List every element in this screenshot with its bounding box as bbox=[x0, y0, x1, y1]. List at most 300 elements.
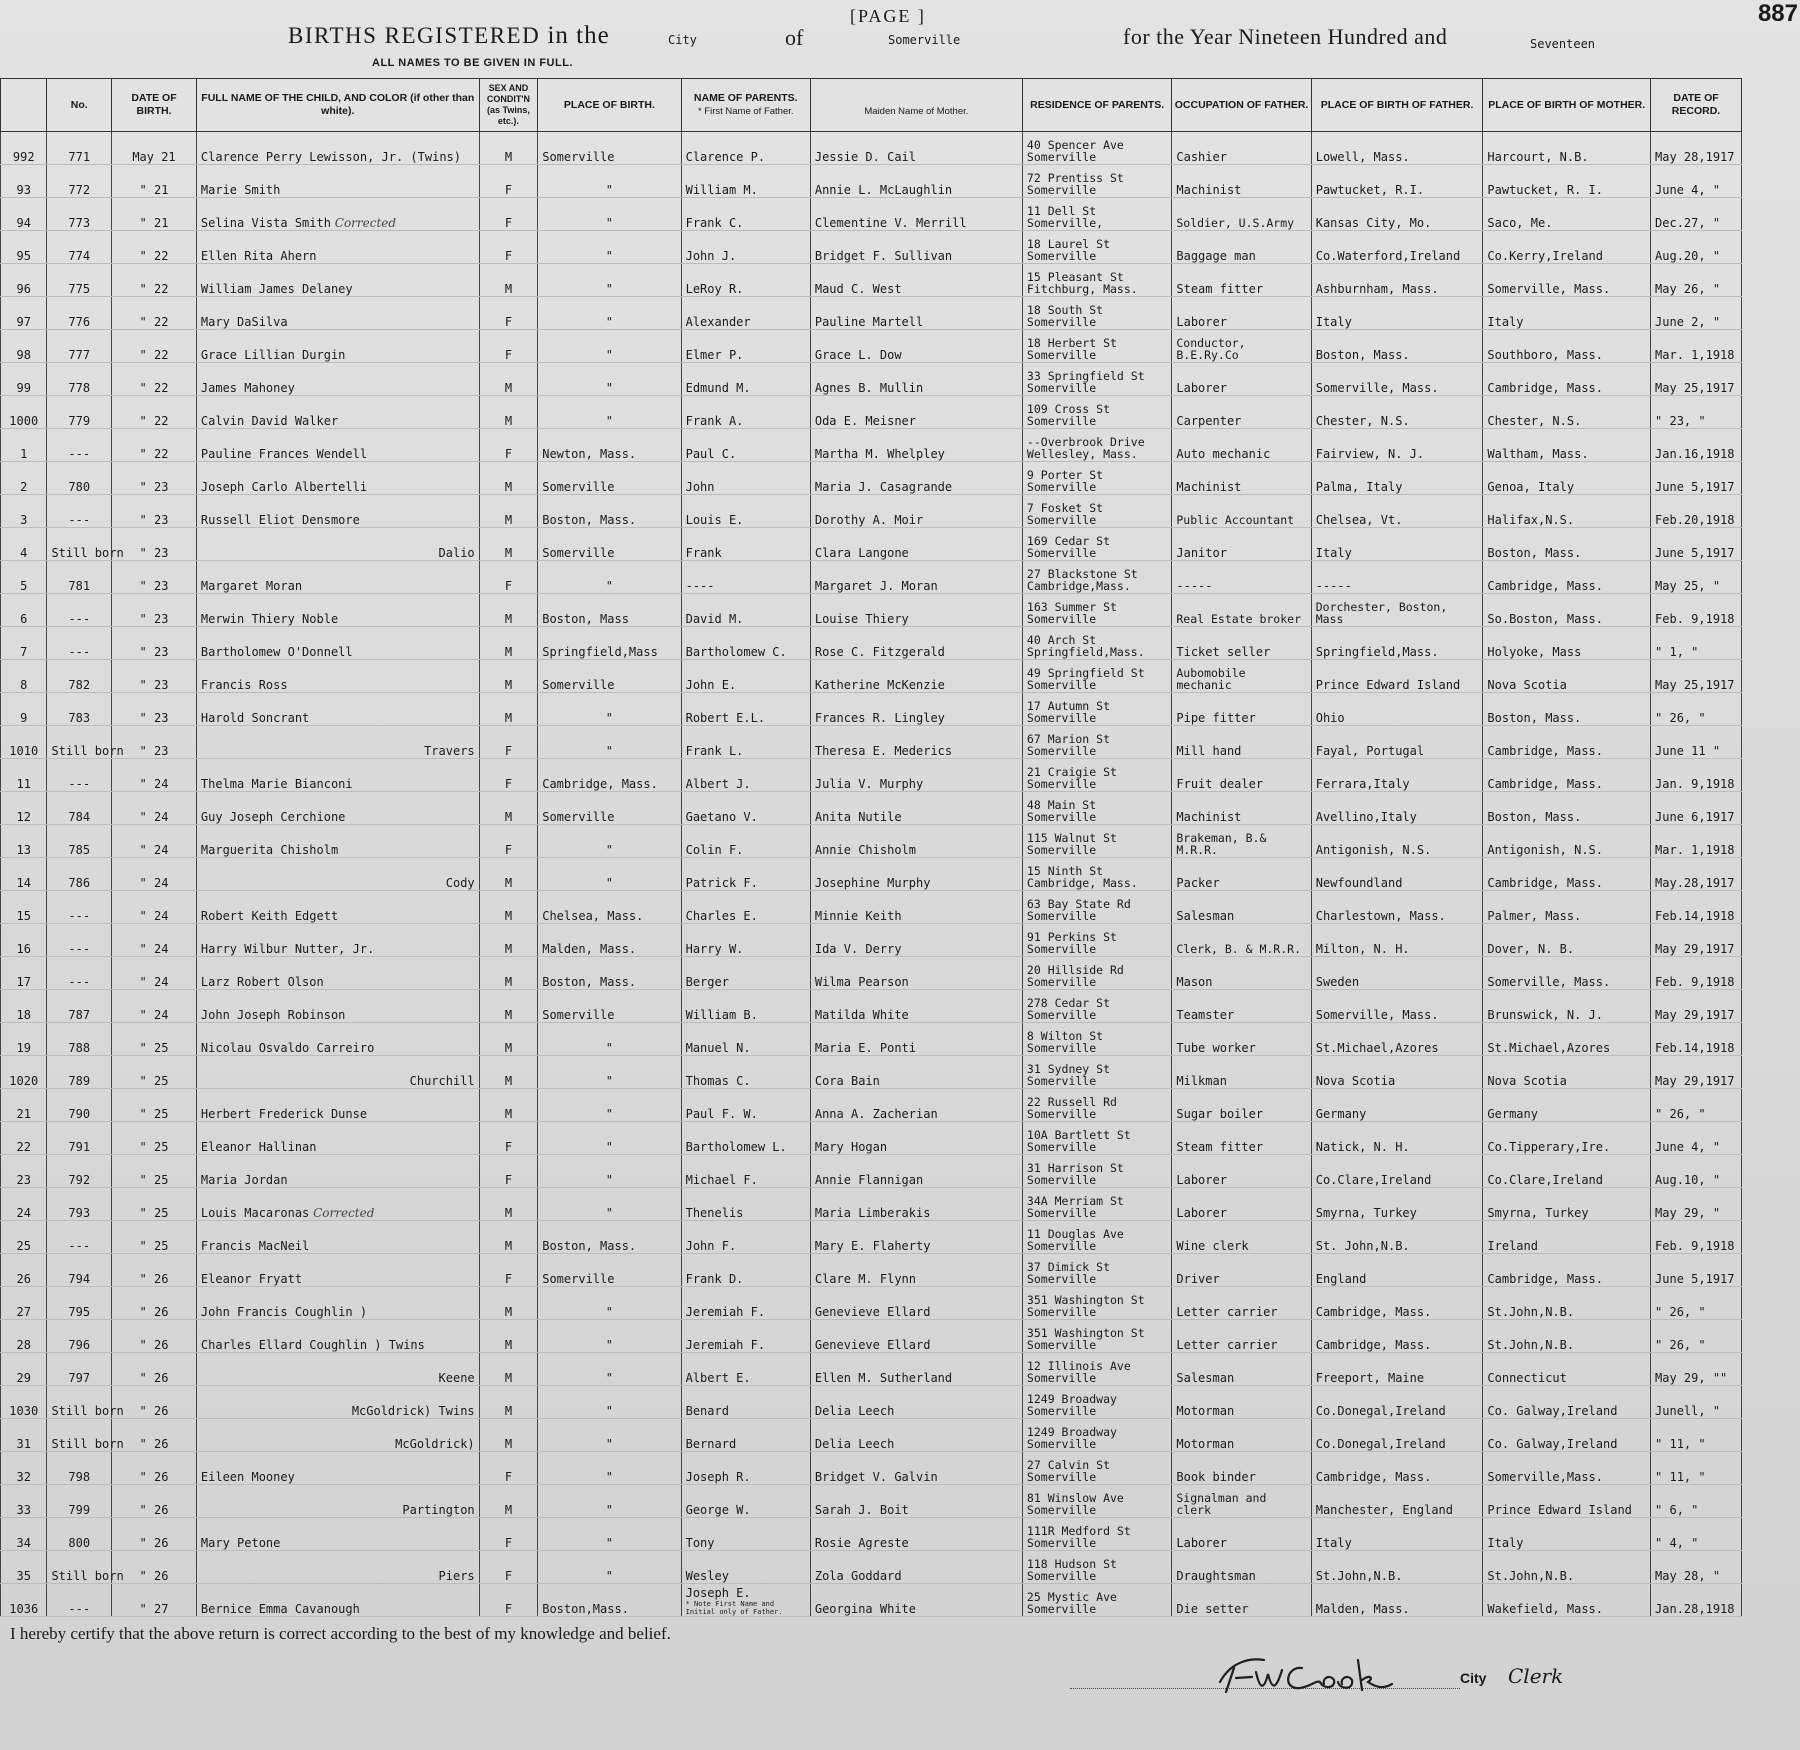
row-sex: F bbox=[479, 198, 538, 231]
residence-line-1: 49 Springfield St bbox=[1026, 666, 1145, 680]
child-name-text: Travers bbox=[424, 744, 475, 758]
subtitle: ALL NAMES TO BE GIVEN IN FULL. bbox=[372, 57, 573, 69]
row-father-birthplace: Springfield,Mass. bbox=[1311, 627, 1483, 660]
row-mother-birthplace: St.John,N.B. bbox=[1483, 1551, 1651, 1584]
row-mother-name: Georgina White bbox=[810, 1584, 1022, 1617]
row-father-birthplace: Antigonish, N.S. bbox=[1311, 825, 1483, 858]
child-name-text: Nicolau Osvaldo Carreiro bbox=[200, 1041, 375, 1055]
child-name-text: Guy Joseph Cerchione bbox=[200, 810, 346, 824]
row-father-birthplace: St. John,N.B. bbox=[1311, 1221, 1483, 1254]
row-date-of-birth: " 26 bbox=[112, 1320, 197, 1353]
residence-line-1: 17 Autumn St bbox=[1026, 699, 1111, 713]
table-row bbox=[1, 627, 1742, 660]
row-father-name: Bernard bbox=[681, 1419, 810, 1452]
row-father-birthplace: Co.Waterford,Ireland bbox=[1311, 231, 1483, 264]
child-name-text: Margaret Moran bbox=[200, 579, 303, 593]
row-mother-birthplace: Italy bbox=[1483, 1518, 1651, 1551]
row-mother-birthplace: Waltham, Mass. bbox=[1483, 429, 1651, 462]
row-residence bbox=[1022, 792, 1171, 825]
row-sex: M bbox=[479, 528, 538, 561]
residence-line-2: Wellesley, Mass. bbox=[1026, 447, 1138, 461]
row-margin-number: 29 bbox=[1, 1353, 47, 1386]
row-father-birthplace: Italy bbox=[1311, 1518, 1483, 1551]
row-number: 797 bbox=[47, 1353, 112, 1386]
row-margin-number: 24 bbox=[1, 1188, 47, 1221]
child-name-text: Eleanor Fryatt bbox=[200, 1272, 303, 1286]
row-father-birthplace: St.John,N.B. bbox=[1311, 1551, 1483, 1584]
row-father-name: Joseph R. bbox=[681, 1452, 810, 1485]
row-mother-name: Rose C. Fitzgerald bbox=[810, 627, 1022, 660]
child-name-text: Pauline Frances Wendell bbox=[200, 447, 368, 461]
row-place-of-birth: " bbox=[538, 1419, 681, 1452]
row-child-name bbox=[196, 1518, 479, 1551]
row-mother-name: Matilda White bbox=[810, 990, 1022, 1023]
residence-line-2: Somerville bbox=[1026, 1041, 1097, 1055]
row-sex: M bbox=[479, 1386, 538, 1419]
row-child-name bbox=[196, 924, 479, 957]
row-date-of-record: Jan. 9,1918 bbox=[1651, 759, 1742, 792]
row-place-of-birth: Somerville bbox=[538, 462, 681, 495]
child-name-text: Mary DaSilva bbox=[200, 315, 288, 329]
residence-line-1: 25 Mystic Ave bbox=[1026, 1590, 1117, 1604]
row-number: --- bbox=[47, 891, 112, 924]
residence-line-2: Somerville bbox=[1026, 1569, 1097, 1583]
row-sex: F bbox=[479, 1518, 538, 1551]
row-date-of-record: May 25,1917 bbox=[1651, 363, 1742, 396]
child-name-note: Twins bbox=[431, 1404, 475, 1418]
row-father-name: Harry W. bbox=[681, 924, 810, 957]
row-father-name: Thenelis bbox=[681, 1188, 810, 1221]
row-father-name: Elmer P. bbox=[681, 330, 810, 363]
row-number: 778 bbox=[47, 363, 112, 396]
residence-line-1: 163 Summer St bbox=[1026, 600, 1117, 614]
row-child-name bbox=[196, 660, 479, 693]
row-date-of-birth: " 24 bbox=[112, 891, 197, 924]
residence-line-1: --Overbrook Drive bbox=[1026, 435, 1145, 449]
row-mother-name: Jessie D. Cail bbox=[810, 132, 1022, 165]
table-row bbox=[1, 825, 1742, 858]
row-occupation: Machinist bbox=[1172, 792, 1311, 825]
row-residence bbox=[1022, 858, 1171, 891]
table-row bbox=[1, 660, 1742, 693]
row-sex: M bbox=[479, 1056, 538, 1089]
child-name-text: Russell Eliot Densmore bbox=[200, 513, 360, 527]
row-date-of-record: Feb.20,1918 bbox=[1651, 495, 1742, 528]
row-date-of-record: Junell, " bbox=[1651, 1386, 1742, 1419]
row-father-birthplace: Pawtucket, R.I. bbox=[1311, 165, 1483, 198]
row-date-of-record: " 26, " bbox=[1651, 1287, 1742, 1320]
row-sex: F bbox=[479, 1452, 538, 1485]
residence-line-1: 278 Cedar St bbox=[1026, 996, 1111, 1010]
row-date-of-birth: " 23 bbox=[112, 726, 197, 759]
row-margin-number: 32 bbox=[1, 1452, 47, 1485]
table-row bbox=[1, 528, 1742, 561]
table-row bbox=[1, 1485, 1742, 1518]
residence-line-1: 115 Walnut St bbox=[1026, 831, 1117, 845]
row-occupation: Mason bbox=[1172, 957, 1311, 990]
row-place-of-birth: " bbox=[538, 1518, 681, 1551]
row-number: --- bbox=[47, 495, 112, 528]
row-date-of-birth: " 26 bbox=[112, 1254, 197, 1287]
child-name-note: ) bbox=[352, 1305, 368, 1319]
row-residence bbox=[1022, 1023, 1171, 1056]
child-name-text: Larz Robert Olson bbox=[200, 975, 324, 989]
child-name-text: Bernice Emma Cavanough bbox=[200, 1602, 360, 1616]
child-name-text: Cody bbox=[445, 876, 475, 890]
child-name-text: James Mahoney bbox=[200, 381, 295, 395]
residence-line-2: Somerville bbox=[1026, 1437, 1097, 1451]
row-number: --- bbox=[47, 759, 112, 792]
table-row bbox=[1, 1452, 1742, 1485]
row-margin-number: 1020 bbox=[1, 1056, 47, 1089]
row-occupation: Steam fitter bbox=[1172, 1122, 1311, 1155]
row-date-of-birth: " 25 bbox=[112, 1089, 197, 1122]
row-place-of-birth: " bbox=[538, 297, 681, 330]
row-child-name bbox=[196, 132, 479, 165]
row-father-name: Tony bbox=[681, 1518, 810, 1551]
row-father-name: David M. bbox=[681, 594, 810, 627]
row-date-of-birth: " 23 bbox=[112, 627, 197, 660]
row-residence bbox=[1022, 561, 1171, 594]
residence-line-2: Somerville bbox=[1026, 843, 1097, 857]
residence-line-2: Somerville bbox=[1026, 975, 1097, 989]
row-father-birthplace: Italy bbox=[1311, 297, 1483, 330]
row-occupation: Fruit dealer bbox=[1172, 759, 1311, 792]
row-child-name bbox=[196, 825, 479, 858]
row-residence bbox=[1022, 594, 1171, 627]
child-name-text: William James Delaney bbox=[200, 282, 353, 296]
col-mother bbox=[810, 79, 1022, 132]
row-residence bbox=[1022, 231, 1171, 264]
row-date-of-record: " 11, " bbox=[1651, 1452, 1742, 1485]
row-child-name bbox=[196, 693, 479, 726]
residence-line-2: Somerville bbox=[1026, 1404, 1097, 1418]
row-mother-name: Katherine McKenzie bbox=[810, 660, 1022, 693]
row-occupation: Laborer bbox=[1172, 297, 1311, 330]
row-residence bbox=[1022, 726, 1171, 759]
row-father-birthplace: Chester, N.S. bbox=[1311, 396, 1483, 429]
row-number: 774 bbox=[47, 231, 112, 264]
row-date-of-record: Dec.27, " bbox=[1651, 198, 1742, 231]
row-date-of-record: May.28,1917 bbox=[1651, 858, 1742, 891]
row-date-of-birth: " 22 bbox=[112, 297, 197, 330]
residence-line-2: Somerville bbox=[1026, 315, 1097, 329]
row-sex: F bbox=[479, 330, 538, 363]
residence-line-1: 31 Sydney St bbox=[1026, 1062, 1111, 1076]
col-name-of-parents: NAME OF PARENTS. bbox=[693, 92, 798, 104]
row-residence bbox=[1022, 1485, 1171, 1518]
row-occupation: Pipe fitter bbox=[1172, 693, 1311, 726]
row-residence bbox=[1022, 693, 1171, 726]
row-date-of-birth: " 26 bbox=[112, 1452, 197, 1485]
row-date-of-record: " 1, " bbox=[1651, 627, 1742, 660]
residence-line-1: 18 Laurel St bbox=[1026, 237, 1111, 251]
row-father-birthplace: Italy bbox=[1311, 528, 1483, 561]
row-mother-birthplace: Somerville, Mass. bbox=[1483, 957, 1651, 990]
row-residence bbox=[1022, 1155, 1171, 1188]
row-place-of-birth: " bbox=[538, 1188, 681, 1221]
child-name-text: Harry Wilbur Nutter, Jr. bbox=[200, 942, 375, 956]
row-date-of-record: Feb.14,1918 bbox=[1651, 891, 1742, 924]
child-name-text: McGoldrick) bbox=[351, 1404, 432, 1418]
row-mother-name: Mary E. Flaherty bbox=[810, 1221, 1022, 1254]
row-date-of-birth: " 24 bbox=[112, 957, 197, 990]
row-mother-birthplace: Smyrna, Turkey bbox=[1483, 1188, 1651, 1221]
row-mother-birthplace: Dover, N. B. bbox=[1483, 924, 1651, 957]
row-residence bbox=[1022, 1551, 1171, 1584]
residence-line-1: 40 Arch St bbox=[1026, 633, 1097, 647]
row-place-of-birth: " bbox=[538, 1551, 681, 1584]
row-date-of-birth: " 26 bbox=[112, 1419, 197, 1452]
row-place-of-birth: Somerville bbox=[538, 990, 681, 1023]
header-row bbox=[1, 79, 1742, 132]
row-date-of-record: June 6,1917 bbox=[1651, 792, 1742, 825]
row-occupation: Packer bbox=[1172, 858, 1311, 891]
row-child-name bbox=[196, 1089, 479, 1122]
row-father-birthplace: Freeport, Maine bbox=[1311, 1353, 1483, 1386]
residence-line-1: 27 Calvin St bbox=[1026, 1458, 1111, 1472]
row-mother-name: Josephine Murphy bbox=[810, 858, 1022, 891]
row-father-name: ---- bbox=[681, 561, 810, 594]
residence-line-1: 48 Main St bbox=[1026, 798, 1097, 812]
row-father-name: Bartholomew L. bbox=[681, 1122, 810, 1155]
year-value: Seventeen bbox=[1530, 37, 1596, 51]
row-mother-birthplace: Wakefield, Mass. bbox=[1483, 1584, 1651, 1617]
row-date-of-birth: " 23 bbox=[112, 594, 197, 627]
row-child-name bbox=[196, 957, 479, 990]
row-date-of-birth: " 22 bbox=[112, 264, 197, 297]
child-name-text: Calvin David Walker bbox=[200, 414, 339, 428]
row-sex: M bbox=[479, 792, 538, 825]
row-margin-number: 1000 bbox=[1, 396, 47, 429]
row-number: 796 bbox=[47, 1320, 112, 1353]
residence-line-2: Somerville bbox=[1026, 711, 1097, 725]
row-place-of-birth: Boston, Mass. bbox=[538, 495, 681, 528]
row-mother-name: Maria E. Ponti bbox=[810, 1023, 1022, 1056]
row-place-of-birth: " bbox=[538, 1023, 681, 1056]
row-mother-name: Anna A. Zacherian bbox=[810, 1089, 1022, 1122]
residence-line-1: 8 Wilton St bbox=[1026, 1029, 1104, 1043]
row-mother-name: Dorothy A. Moir bbox=[810, 495, 1022, 528]
child-name-text: Marguerita Chisholm bbox=[200, 843, 339, 857]
row-occupation: Machinist bbox=[1172, 165, 1311, 198]
table-row bbox=[1, 330, 1742, 363]
residence-line-2: Somerville bbox=[1026, 348, 1097, 362]
row-number: 798 bbox=[47, 1452, 112, 1485]
row-date-of-record: Feb. 9,1918 bbox=[1651, 594, 1742, 627]
row-date-of-birth: " 26 bbox=[112, 1386, 197, 1419]
residence-line-2: Somerville bbox=[1026, 777, 1097, 791]
child-name-text: Harold Soncrant bbox=[200, 711, 310, 725]
residence-line-2: Fitchburg, Mass. bbox=[1026, 282, 1138, 296]
residence-line-1: 15 Pleasant St bbox=[1026, 270, 1124, 284]
row-residence bbox=[1022, 1419, 1171, 1452]
child-name-text: Louis Macaronas bbox=[200, 1206, 310, 1220]
row-number: 793 bbox=[47, 1188, 112, 1221]
residence-line-1: 7 Fosket St bbox=[1026, 501, 1104, 515]
row-occupation: Ticket seller bbox=[1172, 627, 1311, 660]
table-row bbox=[1, 198, 1742, 231]
row-occupation: Public Accountant bbox=[1172, 495, 1311, 528]
row-number: --- bbox=[47, 1221, 112, 1254]
row-place-of-birth: " bbox=[538, 1089, 681, 1122]
row-residence bbox=[1022, 891, 1171, 924]
row-father-name: John J. bbox=[681, 231, 810, 264]
residence-line-1: 34A Merriam St bbox=[1026, 1194, 1124, 1208]
row-residence bbox=[1022, 264, 1171, 297]
row-date-of-birth: " 25 bbox=[112, 1188, 197, 1221]
row-mother-name: Annie Flannigan bbox=[810, 1155, 1022, 1188]
row-place-of-birth: Malden, Mass. bbox=[538, 924, 681, 957]
table-row bbox=[1, 1122, 1742, 1155]
row-mother-birthplace: Cambridge, Mass. bbox=[1483, 1254, 1651, 1287]
row-place-of-birth: " bbox=[538, 1452, 681, 1485]
row-date-of-birth: " 24 bbox=[112, 858, 197, 891]
title-text: BIRTHS REGISTERED bbox=[288, 23, 541, 48]
row-father-name: Gaetano V. bbox=[681, 792, 810, 825]
row-date-of-record: " 11, " bbox=[1651, 1419, 1742, 1452]
row-margin-number: 97 bbox=[1, 297, 47, 330]
father-footnote: * Note First Name and Initial only of Father. bbox=[685, 1600, 783, 1616]
row-sex: F bbox=[479, 297, 538, 330]
page-title bbox=[288, 22, 610, 50]
row-margin-number: 19 bbox=[1, 1023, 47, 1056]
residence-line-2: Somerville bbox=[1026, 810, 1097, 824]
row-date-of-record: May 25,1917 bbox=[1651, 660, 1742, 693]
row-mother-name: Louise Thiery bbox=[810, 594, 1022, 627]
row-occupation: Draughtsman bbox=[1172, 1551, 1311, 1584]
table-row bbox=[1, 132, 1742, 165]
row-number: Still born bbox=[47, 726, 112, 759]
row-place-of-birth: " bbox=[538, 1485, 681, 1518]
row-sex: M bbox=[479, 891, 538, 924]
row-place-of-birth: " bbox=[538, 396, 681, 429]
row-date-of-record: May 29,1917 bbox=[1651, 1056, 1742, 1089]
child-name-text: John Francis Coughlin bbox=[200, 1305, 353, 1319]
row-father-birthplace: Fairview, N. J. bbox=[1311, 429, 1483, 462]
row-sex: M bbox=[479, 495, 538, 528]
row-mother-birthplace: Cambridge, Mass. bbox=[1483, 858, 1651, 891]
col-occupation: OCCUPATION OF FATHER. bbox=[1172, 79, 1311, 132]
residence-line-1: 91 Perkins St bbox=[1026, 930, 1117, 944]
births-table bbox=[0, 78, 1742, 1617]
row-number: 782 bbox=[47, 660, 112, 693]
table-row bbox=[1, 429, 1742, 462]
row-child-name bbox=[196, 1287, 479, 1320]
row-place-of-birth: " bbox=[538, 1056, 681, 1089]
row-occupation: Teamster bbox=[1172, 990, 1311, 1023]
child-name-text: Bartholomew O'Donnell bbox=[200, 645, 353, 659]
row-date-of-record: May 26, " bbox=[1651, 264, 1742, 297]
residence-line-1: 111R Medford St bbox=[1026, 1524, 1131, 1538]
row-mother-birthplace: Italy bbox=[1483, 297, 1651, 330]
row-mother-birthplace: Palmer, Mass. bbox=[1483, 891, 1651, 924]
row-father-birthplace: Milton, N. H. bbox=[1311, 924, 1483, 957]
child-name-text: Selina Vista Smith bbox=[200, 216, 331, 230]
residence-line-1: 109 Cross St bbox=[1026, 402, 1111, 416]
row-sex: M bbox=[479, 858, 538, 891]
row-occupation: Carpenter bbox=[1172, 396, 1311, 429]
row-mother-name: Oda E. Meisner bbox=[810, 396, 1022, 429]
row-sex: F bbox=[479, 825, 538, 858]
row-father-name: Manuel N. bbox=[681, 1023, 810, 1056]
row-sex: M bbox=[479, 627, 538, 660]
child-name-text: Robert Keith Edgett bbox=[200, 909, 339, 923]
city-name: Somerville bbox=[888, 33, 961, 47]
table-row bbox=[1, 165, 1742, 198]
residence-line-2: Somerville bbox=[1026, 1272, 1097, 1286]
row-residence bbox=[1022, 1254, 1171, 1287]
table-row bbox=[1, 396, 1742, 429]
row-residence bbox=[1022, 198, 1171, 231]
row-child-name bbox=[196, 264, 479, 297]
row-margin-number: 15 bbox=[1, 891, 47, 924]
row-date-of-record: Aug.20, " bbox=[1651, 231, 1742, 264]
row-date-of-birth: " 21 bbox=[112, 165, 197, 198]
row-child-name bbox=[196, 561, 479, 594]
row-residence bbox=[1022, 528, 1171, 561]
child-name-text: Churchill bbox=[409, 1074, 475, 1088]
row-occupation: Tube worker bbox=[1172, 1023, 1311, 1056]
row-mother-birthplace: Cambridge, Mass. bbox=[1483, 561, 1651, 594]
row-occupation: Die setter bbox=[1172, 1584, 1311, 1617]
signature-city-label: City bbox=[1460, 1670, 1487, 1686]
row-mother-birthplace: St.John,N.B. bbox=[1483, 1320, 1651, 1353]
residence-line-1: 18 South St bbox=[1026, 303, 1104, 317]
row-place-of-birth: " bbox=[538, 1122, 681, 1155]
row-father-birthplace: Co.Donegal,Ireland bbox=[1311, 1419, 1483, 1452]
row-father-name: Edmund M. bbox=[681, 363, 810, 396]
row-date-of-birth: " 25 bbox=[112, 1056, 197, 1089]
row-date-of-record: " 26, " bbox=[1651, 1089, 1742, 1122]
row-sex: M bbox=[479, 924, 538, 957]
row-date-of-record: May 28, " bbox=[1651, 1551, 1742, 1584]
row-father-name: Alexander bbox=[681, 297, 810, 330]
row-father-birthplace: Kansas City, Mo. bbox=[1311, 198, 1483, 231]
row-father-name: William B. bbox=[681, 990, 810, 1023]
table-row bbox=[1, 1056, 1742, 1089]
row-margin-number: 25 bbox=[1, 1221, 47, 1254]
table-row bbox=[1, 1584, 1742, 1617]
table-row bbox=[1, 792, 1742, 825]
row-father-birthplace: St.Michael,Azores bbox=[1311, 1023, 1483, 1056]
row-residence bbox=[1022, 627, 1171, 660]
residence-line-1: 33 Springfield St bbox=[1026, 369, 1145, 383]
col-mother-label: Maiden Name of Mother. bbox=[864, 106, 969, 117]
row-child-name bbox=[196, 495, 479, 528]
table-row bbox=[1, 1221, 1742, 1254]
row-residence bbox=[1022, 1122, 1171, 1155]
row-date-of-birth: " 23 bbox=[112, 462, 197, 495]
child-name-text: Herbert Frederick Dunse bbox=[200, 1107, 368, 1121]
child-name-text: Keene bbox=[438, 1371, 475, 1385]
row-mother-name: Pauline Martell bbox=[810, 297, 1022, 330]
row-father-birthplace: Sweden bbox=[1311, 957, 1483, 990]
col-father-label: * First Name of Father. bbox=[697, 106, 794, 117]
row-date-of-birth: " 24 bbox=[112, 759, 197, 792]
table-row bbox=[1, 231, 1742, 264]
row-margin-number: 31 bbox=[1, 1419, 47, 1452]
row-occupation: Milkman bbox=[1172, 1056, 1311, 1089]
row-number: 779 bbox=[47, 396, 112, 429]
child-name-text: Francis Ross bbox=[200, 678, 288, 692]
row-number: 783 bbox=[47, 693, 112, 726]
row-child-name bbox=[196, 594, 479, 627]
row-date-of-birth: " 27 bbox=[112, 1584, 197, 1617]
row-margin-number: 11 bbox=[1, 759, 47, 792]
row-place-of-birth: " bbox=[538, 1353, 681, 1386]
row-place-of-birth: Boston, Mass. bbox=[538, 1221, 681, 1254]
